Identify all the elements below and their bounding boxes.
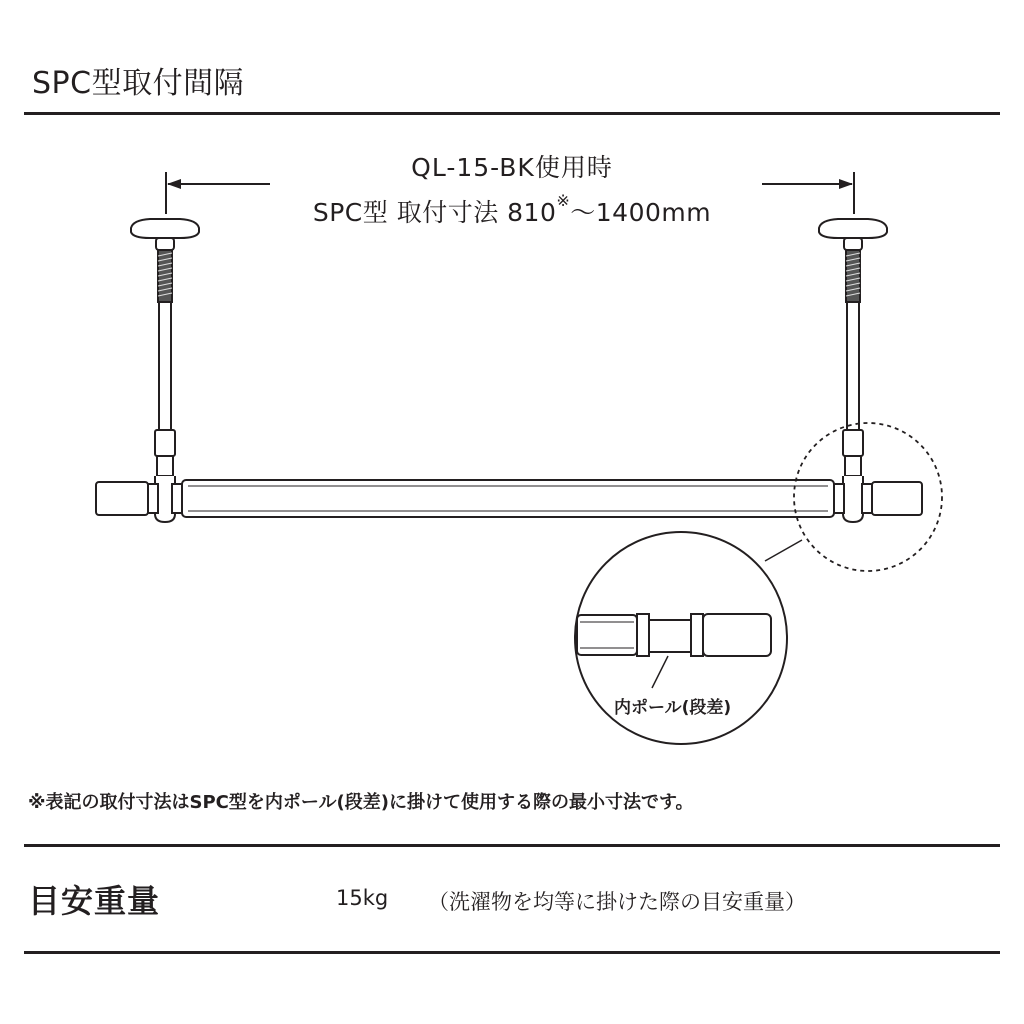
- callout-leader: [765, 540, 802, 561]
- load-label: 目安重量: [28, 882, 161, 920]
- load-section-top-divider: [24, 844, 1000, 847]
- inner-pole-label: 内ポール(段差): [614, 698, 732, 718]
- left-ceiling-mount: [131, 219, 199, 522]
- load-note: （洗濯物を均等に掛けた際の目安重量）: [428, 890, 806, 914]
- page-title: SPC型取付間隔: [32, 66, 245, 101]
- hanging-pole: [96, 480, 922, 517]
- load-section-bottom-divider: [24, 951, 1000, 954]
- footnote-mark: ※: [556, 190, 571, 210]
- dimension-label-range: [0, 190, 1024, 229]
- dimension-label-model: QL-15-BK使用時: [411, 153, 613, 182]
- dimension-range-start: SPC型 取付寸法 810: [312, 198, 557, 227]
- dimension-range-end: ～1400mm: [570, 198, 712, 227]
- load-value: 15kg: [336, 886, 389, 910]
- right-ceiling-mount: [819, 219, 887, 522]
- footnote: ※表記の取付寸法はSPC型を内ポール(段差)に掛けて使用する際の最小寸法です。: [28, 792, 694, 813]
